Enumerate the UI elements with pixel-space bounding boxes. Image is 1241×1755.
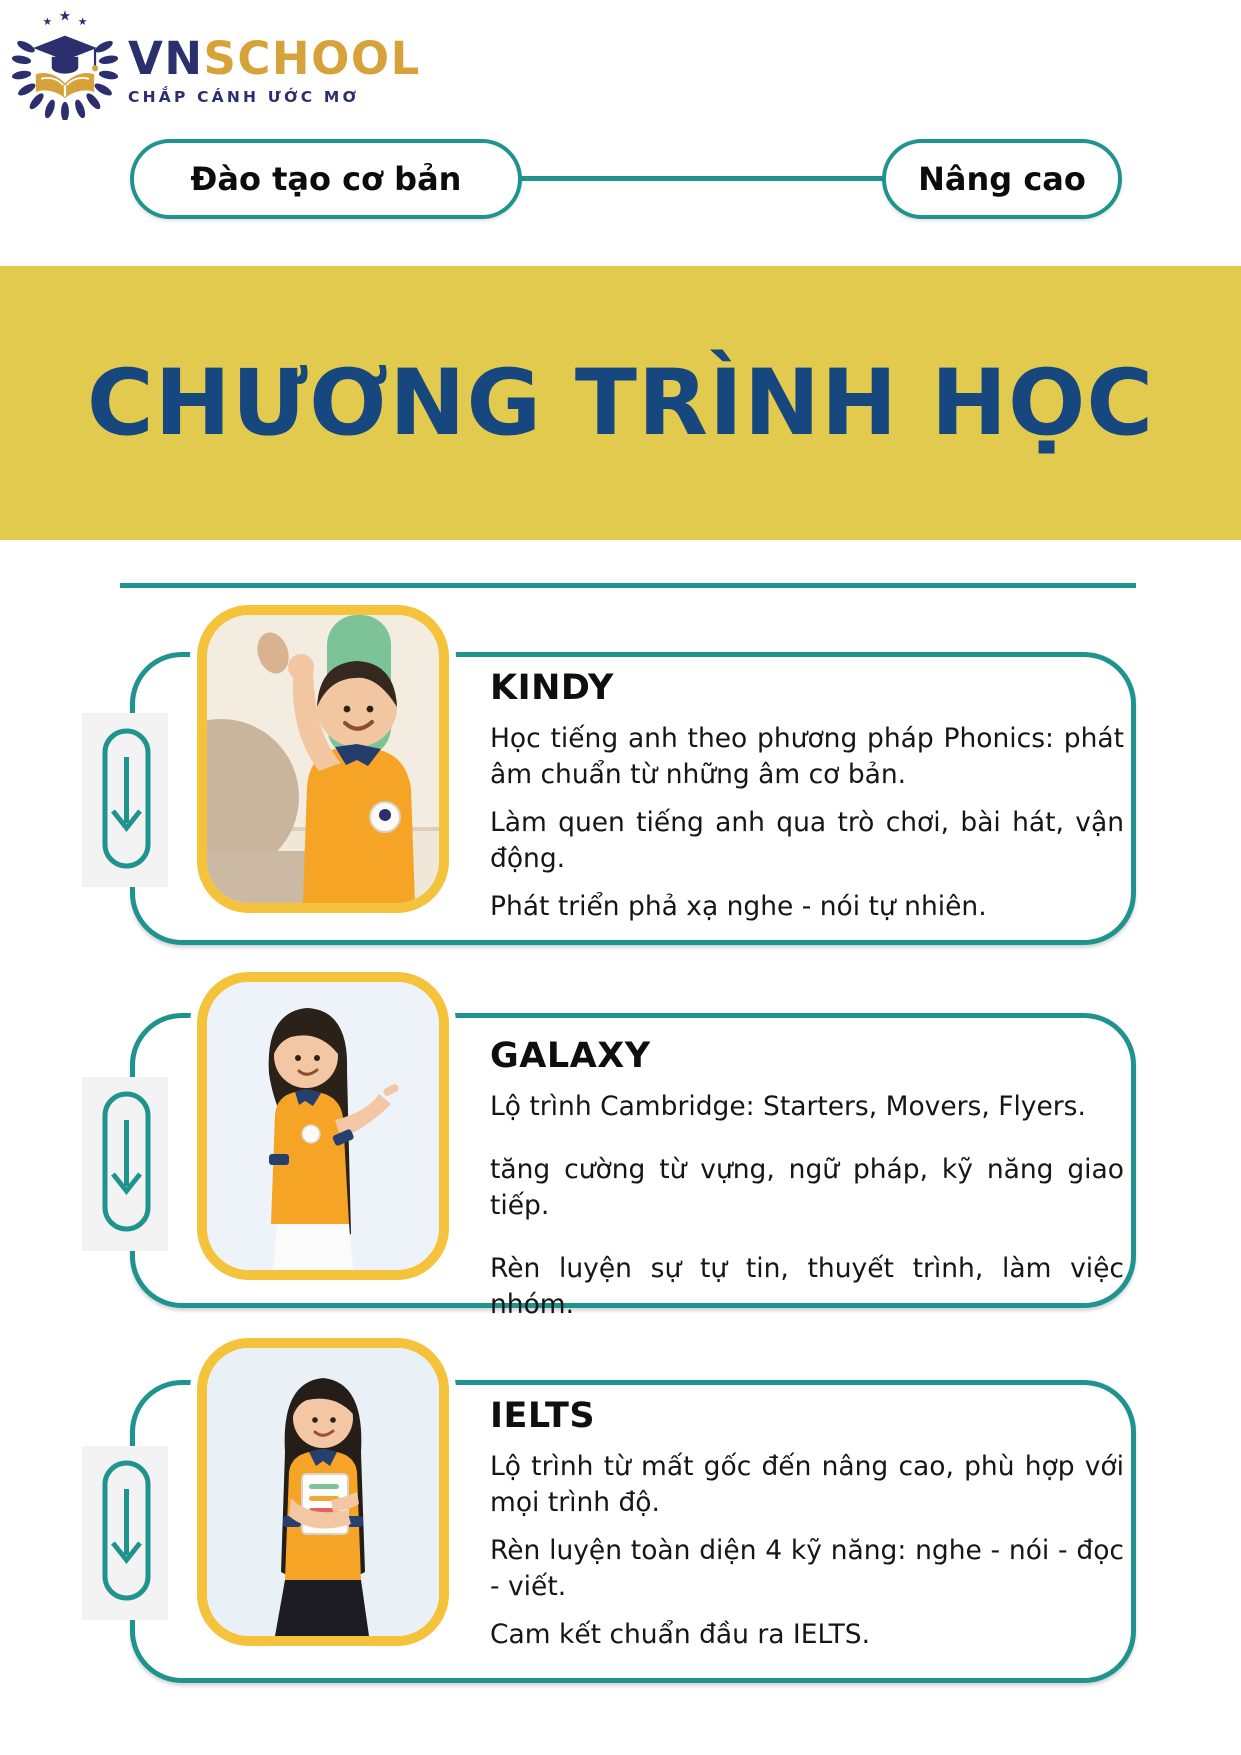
program-paragraph: Cam kết chuẩn đầu ra IELTS. (490, 1619, 871, 1650)
brand-logo (128, 32, 421, 106)
star-icon: ★ (77, 16, 88, 29)
program-title: GALAXY (490, 1036, 651, 1076)
kindy-photo-illustration (207, 615, 439, 903)
program-paragraph: Lộ trình Cambridge: Starters, Movers, Flyers. (490, 1091, 1086, 1122)
program-paragraph: tăng cường từ vựng, ngữ pháp, kỹ năng giao tiếp. (490, 1154, 1124, 1221)
program-paragraph: Rèn luyện toàn diện 4 kỹ năng: nghe - nói - đọc - viết. (490, 1535, 1124, 1602)
star-icon: ★ (58, 8, 72, 25)
ielts-photo-illustration (207, 1348, 439, 1636)
graduation-cap-icon (33, 36, 98, 74)
section-divider-line (120, 583, 1136, 588)
program-paragraph: Rèn luyện sự tự tin, thuyết trình, làm việc nhóm. (490, 1253, 1124, 1320)
program-paragraph: Làm quen tiếng anh qua trò chơi, bài hát, vận động. (490, 807, 1124, 874)
brand-vn: VN (128, 32, 204, 85)
page-title: CHƯƠNG TRÌNH HỌC (86, 350, 1155, 456)
brand-school: SCHOOL (203, 32, 421, 85)
brand-name (128, 32, 421, 85)
brand-tagline: CHẮP CÁNH ƯỚC MƠ (128, 88, 360, 106)
program-paragraph: Phát triển phả xạ nghe - nói tự nhiên. (490, 891, 987, 922)
kindy-photo (197, 605, 449, 913)
pill-connector-line (515, 176, 887, 181)
program-title: KINDY (490, 668, 614, 708)
galaxy-photo-illustration (207, 982, 439, 1270)
galaxy-text (490, 1036, 1124, 1323)
galaxy-photo (197, 972, 449, 1280)
down-arrow-icon (102, 728, 151, 869)
down-arrow-icon (102, 1460, 151, 1601)
basic-training-pill[interactable]: Đào tạo cơ bản (130, 139, 522, 219)
vnschool-emblem-icon (12, 6, 118, 120)
down-arrow-icon (102, 1091, 151, 1232)
ielts-photo (197, 1338, 449, 1646)
program-title: IELTS (490, 1396, 596, 1436)
kindy-text (490, 668, 1124, 925)
title-banner (0, 266, 1241, 540)
advanced-pill[interactable]: Nâng cao (882, 139, 1122, 219)
program-paragraph: Học tiếng anh theo phương pháp Phonics: phát âm chuẩn từ những âm cơ bản. (490, 723, 1124, 790)
ielts-text (490, 1396, 1124, 1653)
program-paragraph: Lộ trình từ mất gốc đến nâng cao, phù hợp với mọi trình độ. (490, 1451, 1124, 1518)
star-icon: ★ (42, 16, 53, 29)
open-book-icon (36, 73, 94, 98)
